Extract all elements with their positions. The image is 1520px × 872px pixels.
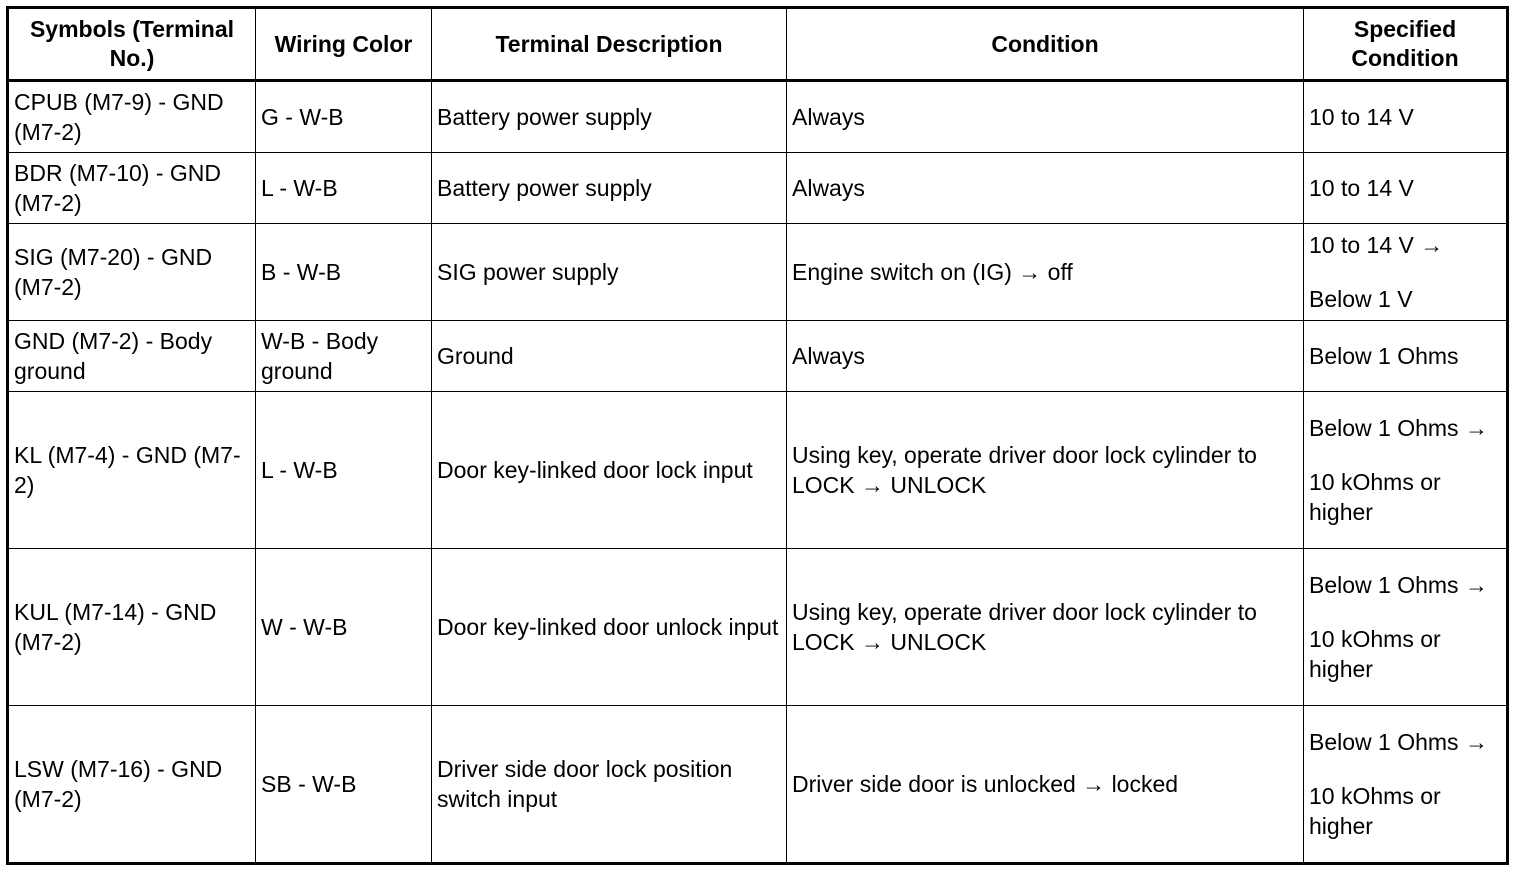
table-row xyxy=(8,321,1508,392)
header-symbols: Symbols (Terminal No.) xyxy=(8,8,256,81)
spec-line: 10 kOhms or higher xyxy=(1309,469,1441,525)
cell-terminal-description: Battery power supply xyxy=(432,81,787,153)
spec-spacer xyxy=(1309,443,1501,467)
cell-wiring-color: L - W-B xyxy=(256,392,432,549)
cell-wiring-color: G - W-B xyxy=(256,81,432,153)
cell-specified-condition xyxy=(1304,706,1508,864)
cell-wiring-color: W - W-B xyxy=(256,549,432,706)
cell-wiring-color: L - W-B xyxy=(256,153,432,224)
cell-condition: Always xyxy=(787,81,1304,153)
spec-line: Below 1 Ohms → xyxy=(1309,572,1488,598)
cell-condition: Driver side door is unlocked → locked xyxy=(787,706,1304,864)
cell-terminal-description: SIG power supply xyxy=(432,224,787,321)
spec-line: Below 1 V xyxy=(1309,286,1413,312)
cell-symbol: CPUB (M7-9) - GND (M7-2) xyxy=(8,81,256,153)
cell-terminal-description: Door key-linked door unlock input xyxy=(432,549,787,706)
spec-line: 10 to 14 V → xyxy=(1309,232,1444,258)
cell-wiring-color: B - W-B xyxy=(256,224,432,321)
cell-terminal-description: Battery power supply xyxy=(432,153,787,224)
cell-specified-condition xyxy=(1304,153,1508,224)
cell-symbol: GND (M7-2) - Body ground xyxy=(8,321,256,392)
cell-condition: Engine switch on (IG) → off xyxy=(787,224,1304,321)
spec-line: Below 1 Ohms → xyxy=(1309,729,1488,755)
spec-line: 10 kOhms or higher xyxy=(1309,783,1441,839)
cell-specified-condition xyxy=(1304,224,1508,321)
cell-wiring-color: SB - W-B xyxy=(256,706,432,864)
spec-line: 10 to 14 V xyxy=(1309,175,1414,201)
cell-specified-condition xyxy=(1304,392,1508,549)
cell-terminal-description: Ground xyxy=(432,321,787,392)
spec-spacer xyxy=(1309,757,1501,781)
spec-spacer xyxy=(1309,600,1501,624)
spec-spacer xyxy=(1309,260,1501,284)
table-row xyxy=(8,549,1508,706)
table-row xyxy=(8,224,1508,321)
header-wiring-color: Wiring Color xyxy=(256,8,432,81)
table-row xyxy=(8,81,1508,153)
cell-condition: Using key, operate driver door lock cylinder to LOCK → UNLOCK xyxy=(787,549,1304,706)
cell-symbol: LSW (M7-16) - GND (M7-2) xyxy=(8,706,256,864)
table-row xyxy=(8,153,1508,224)
cell-symbol: BDR (M7-10) - GND (M7-2) xyxy=(8,153,256,224)
terminal-spec-table xyxy=(6,6,1509,865)
spec-line: 10 to 14 V xyxy=(1309,104,1414,130)
table-row xyxy=(8,706,1508,864)
header-terminal-description: Terminal Description xyxy=(432,8,787,81)
cell-specified-condition xyxy=(1304,81,1508,153)
cell-specified-condition xyxy=(1304,321,1508,392)
cell-terminal-description: Door key-linked door lock input xyxy=(432,392,787,549)
cell-symbol: KUL (M7-14) - GND (M7-2) xyxy=(8,549,256,706)
header-condition: Condition xyxy=(787,8,1304,81)
cell-wiring-color: W-B - Body ground xyxy=(256,321,432,392)
spec-line: 10 kOhms or higher xyxy=(1309,626,1441,682)
cell-condition: Using key, operate driver door lock cylinder to LOCK → UNLOCK xyxy=(787,392,1304,549)
cell-symbol: KL (M7-4) - GND (M7-2) xyxy=(8,392,256,549)
cell-specified-condition xyxy=(1304,549,1508,706)
spec-line: Below 1 Ohms xyxy=(1309,343,1459,369)
cell-symbol: SIG (M7-20) - GND (M7-2) xyxy=(8,224,256,321)
header-row xyxy=(8,8,1508,81)
table-row xyxy=(8,392,1508,549)
header-specified-condition: Specified Condition xyxy=(1304,8,1508,81)
spec-line: Below 1 Ohms → xyxy=(1309,415,1488,441)
cell-condition: Always xyxy=(787,321,1304,392)
cell-terminal-description: Driver side door lock position switch input xyxy=(432,706,787,864)
cell-condition: Always xyxy=(787,153,1304,224)
